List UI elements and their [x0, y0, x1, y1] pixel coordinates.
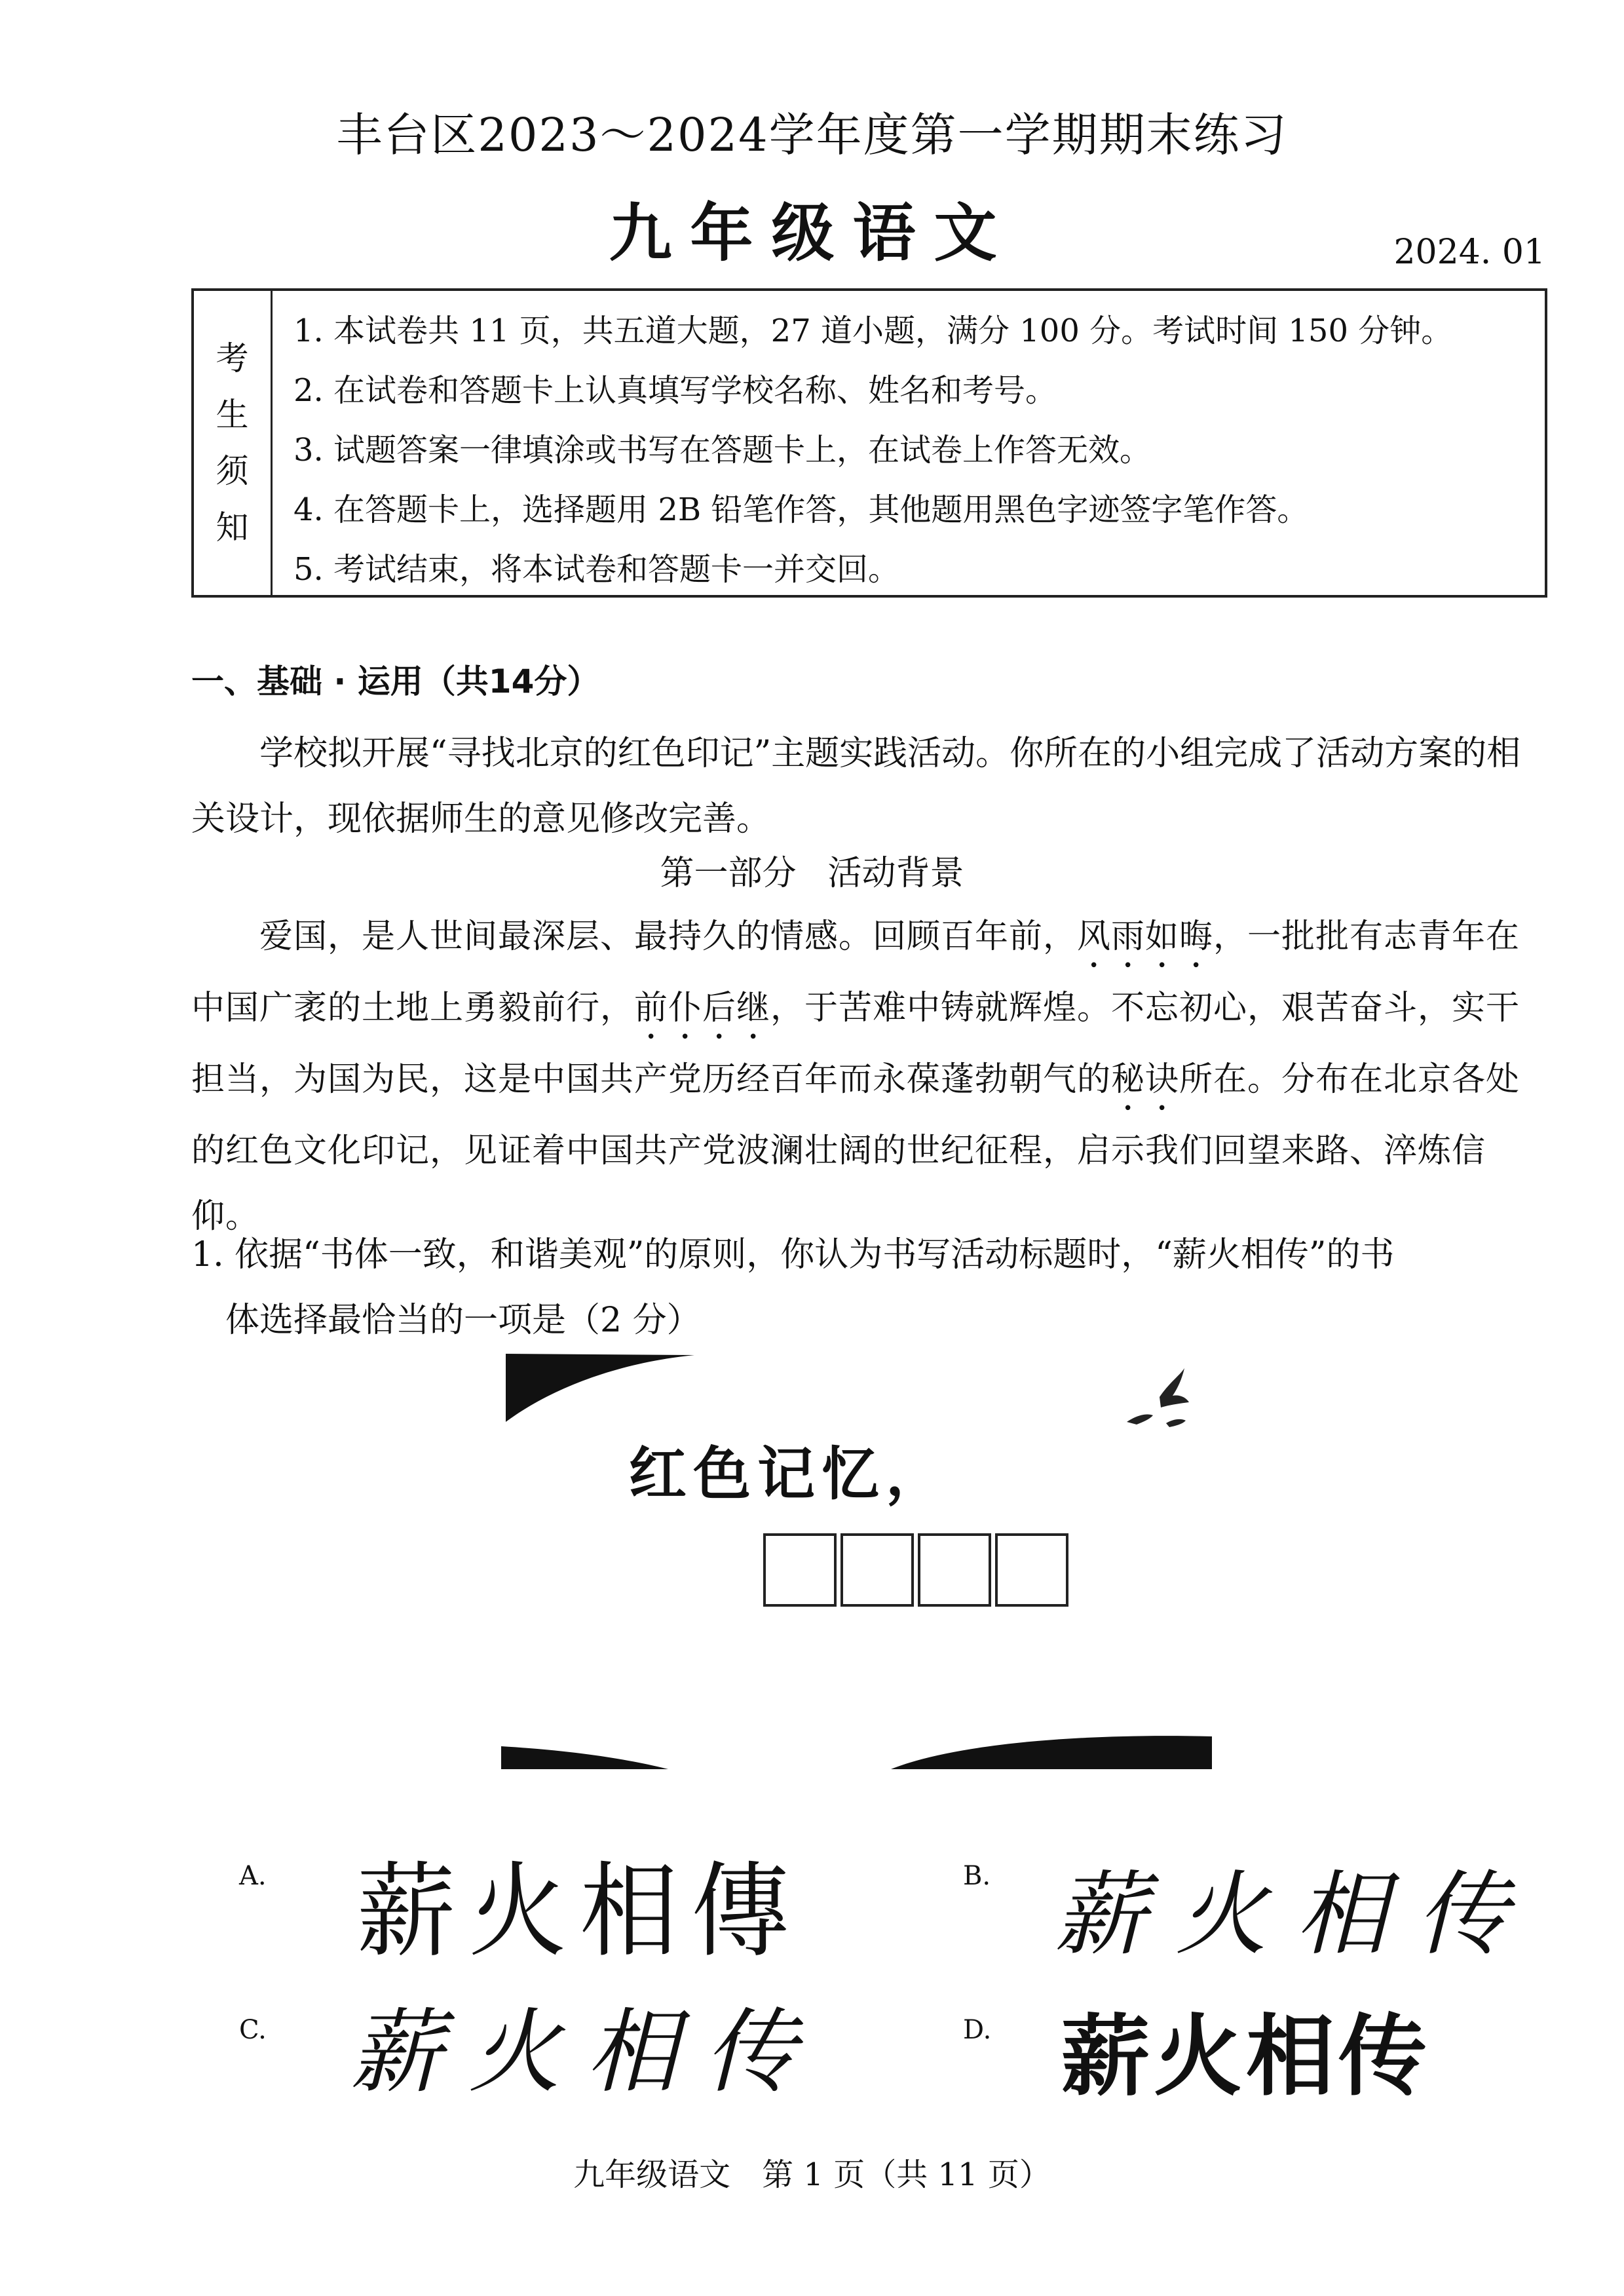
blank-box [763, 1533, 837, 1607]
question-1 [191, 1222, 1547, 1353]
option-b-label: B. [963, 1861, 991, 1891]
notice-label-char: 须 [216, 452, 249, 490]
notice-label [194, 291, 273, 595]
option-b-text: 薪火相传 [1055, 1862, 1538, 1968]
blank-box [918, 1533, 991, 1607]
option-a-text: 薪火相傳 [357, 1852, 803, 1972]
part-title [0, 845, 1624, 894]
notice-box [191, 288, 1547, 598]
option-c-label: C. [239, 2015, 267, 2045]
question-1-line: 体选择最恰当的一项是（2 分） [225, 1301, 701, 1340]
page-footer: 九年级语文 第 1 页（共 11 页） [573, 2156, 1051, 2193]
notice-item: 4. 在答题卡上，选择题用 2B 铅笔作答，其他题用黑色字迹签字笔作答。 [293, 491, 1309, 528]
section-heading: 一、基础 · 运用（共14分） [191, 662, 600, 700]
background-text-segment: 所在。分布在北京各处的红色文化印记，见证着中国共产党波澜壮阔的世纪征程，启示我们回望来路、淬炼信仰。 [191, 1060, 1520, 1236]
intro-paragraph: 学校拟开展“寻找北京的红色印记”主题实践活动。你所在的小组完成了活动方案的相关设计，现依据师生的意见修改完善。 [191, 734, 1521, 839]
option-c-text: 薪火相传 [350, 2002, 823, 2104]
notice-item: 3. 试题答案一律填涂或书写在答题卡上，在试卷上作答无效。 [293, 432, 1152, 469]
bird-icon [1127, 1368, 1189, 1427]
blank-box [840, 1533, 914, 1607]
blank-boxes [763, 1533, 1068, 1607]
background-text-segment: ，一批批有志青年在中国广袤的土地上勇毅前行， [191, 917, 1520, 1027]
figure-text: 红色记忆， [629, 1440, 951, 1508]
dotted-phrase: 风雨如晦 [1077, 917, 1214, 956]
dotted-phrase: 秘诀 [1111, 1060, 1180, 1099]
notice-item: 5. 考试结束，将本试卷和答题卡一并交回。 [293, 551, 900, 588]
part-title-left: 第一部分 [660, 854, 797, 893]
question-1-line: 1. 依据“书体一致，和谐美观”的原则，你认为书写活动标题时，“薪火相传”的书 [191, 1235, 1395, 1274]
title-design-figure [498, 1350, 1218, 1769]
part-title-right: 活动背景 [827, 854, 964, 893]
subject-title: 九年级语文 [609, 196, 1015, 270]
background-text-segment: 爱国，是人世间最深层、最持久的情感。回顾百年前， [259, 917, 1078, 956]
option-a-label: A. [239, 1861, 267, 1891]
notice-items [293, 301, 1538, 600]
notice-label-char: 生 [216, 396, 249, 434]
blank-box [995, 1533, 1068, 1607]
notice-item: 1. 本试卷共 11 页，共五道大题，27 道小题，满分 100 分。考试时间 150 分钟。 [293, 313, 1453, 349]
notice-item: 2. 在试卷和答题卡上认真填写学校名称、姓名和考号。 [293, 372, 1057, 409]
option-d-text: 薪火相传 [1061, 2005, 1431, 2108]
exam-title: 丰台区2023～2024学年度第一学期期末练习 [336, 108, 1288, 162]
notice-label-char: 知 [216, 508, 249, 546]
background-paragraph [191, 904, 1547, 1250]
background-text-segment: ，于苦难中铸就辉煌。不忘初心，艰苦奋斗，实干担当，为国为民，这是中国共产党历经百年而永葆蓬勃朝气的 [191, 989, 1520, 1099]
option-d-label: D. [963, 2015, 992, 2045]
dotted-phrase: 前仆后继 [634, 989, 771, 1027]
notice-label-char: 考 [216, 339, 249, 377]
exam-date: 2024. 01 [1393, 233, 1545, 272]
